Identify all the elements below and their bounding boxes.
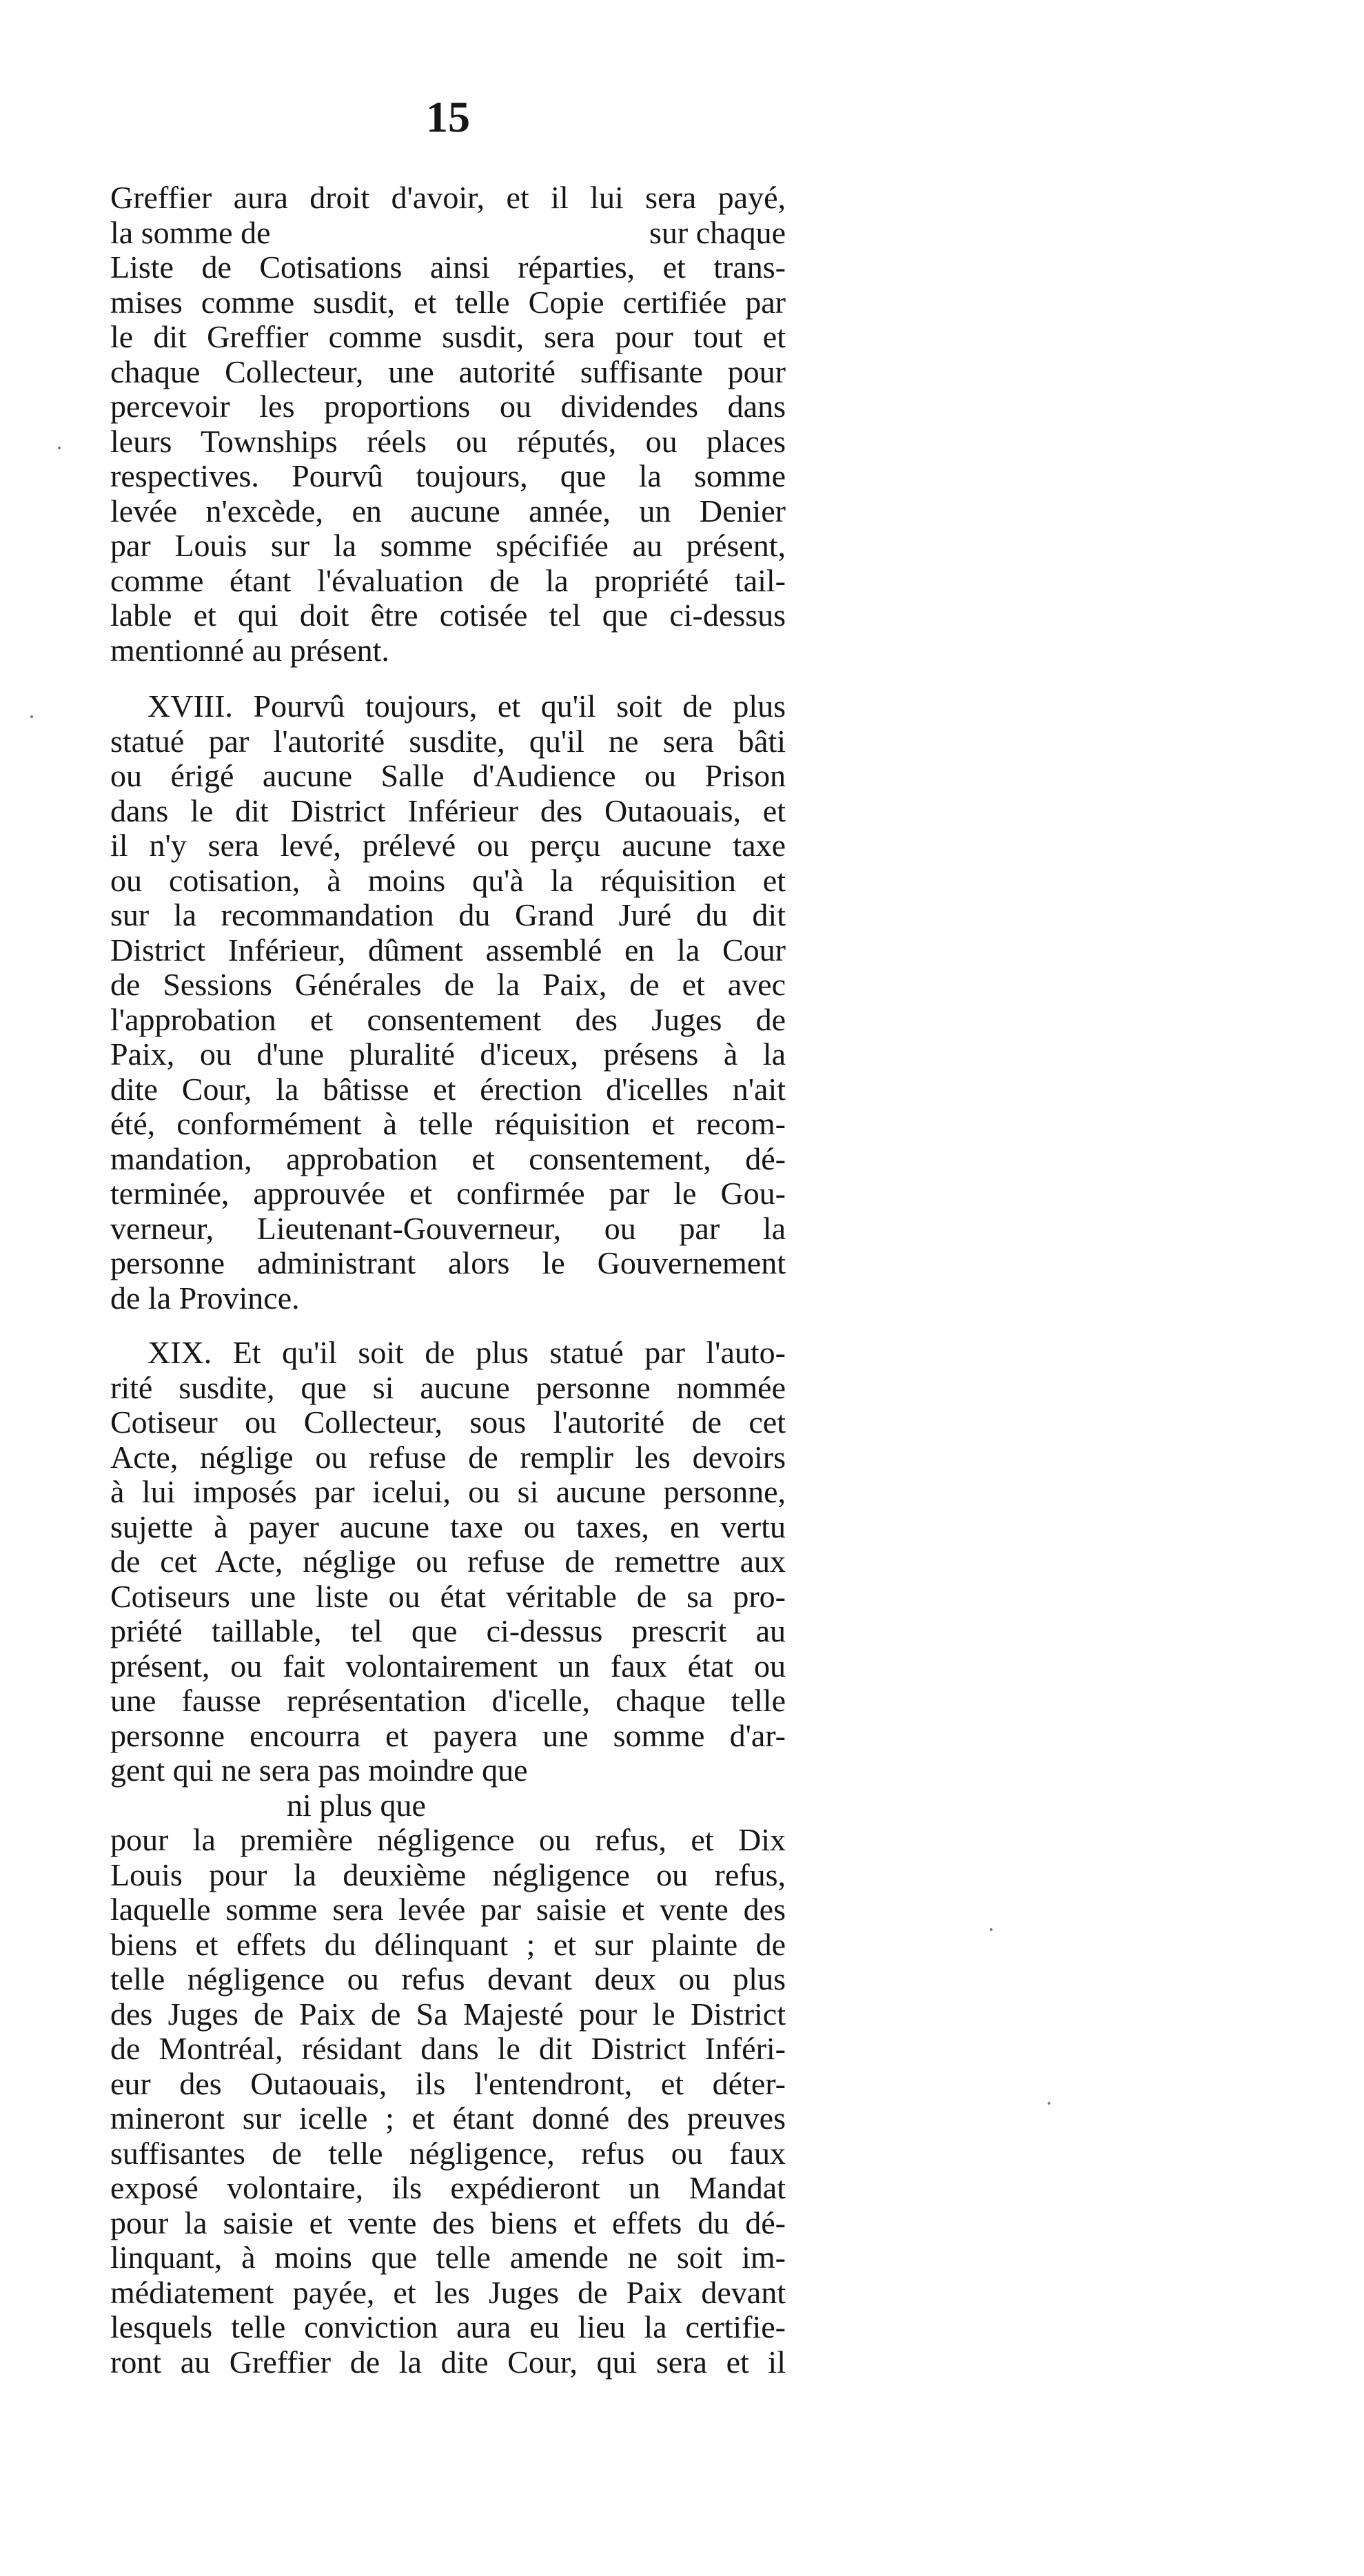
text-line	[110, 2032, 786, 2067]
text-line-part: par Louis sur la somme spécifiée au présent,	[110, 528, 786, 563]
text-line	[110, 933, 786, 968]
text-line-part: il n'y sera levé, prélevé ou perçu aucune taxe	[110, 828, 786, 863]
text-line	[110, 759, 786, 794]
text-line	[110, 2310, 786, 2345]
text-line	[110, 1037, 786, 1072]
text-line-part: mineront sur icelle ; et étant donné des preuves	[110, 2100, 786, 2136]
text-line-part: mises comme susdit, et telle Copie certifiée par	[110, 284, 786, 320]
text-line	[110, 1684, 786, 1719]
text-line-part: de la Province.	[110, 1280, 300, 1316]
text-line	[110, 968, 786, 1003]
text-line-part: ou érigé aucune Salle d'Audience ou Prison	[110, 758, 786, 793]
paragraph-section-xix	[110, 1336, 786, 2380]
text-line	[110, 1614, 786, 1649]
text-line-part: mandation, approbation et consentement, dé-	[110, 1141, 786, 1176]
text-line	[110, 459, 786, 494]
text-line-part: rité susdite, que si aucune personne nommée	[110, 1369, 786, 1405]
text-line	[110, 1440, 786, 1475]
text-line-part: Paix, ou d'une pluralité d'iceux, présens à la	[110, 1036, 786, 1072]
text-line	[110, 1580, 786, 1615]
text-line	[110, 1107, 786, 1142]
text-line-part: percevoir les proportions ou dividendes dans	[110, 389, 786, 424]
text-line-part: présent, ou fait volontairement un faux état ou	[110, 1648, 786, 1684]
text-line	[110, 389, 786, 425]
text-line-part: dite Cour, la bâtisse et érection d'icelles n'ait	[110, 1071, 786, 1107]
text-line	[110, 425, 786, 460]
text-line-part: laquelle somme sera levée par saisie et vente des	[110, 1892, 786, 1927]
text-line-part: suffisantes de telle négligence, refus ou faux	[110, 2135, 786, 2171]
text-line	[110, 828, 786, 863]
text-line-part: verneur, Lieutenant-Gouverneur, ou par la	[110, 1210, 786, 1246]
text-line	[110, 2101, 786, 2136]
text-line-part: Greffier aura droit d'avoir, et il lui sera payé,	[110, 180, 786, 215]
text-line	[110, 2171, 786, 2206]
text-line	[110, 1246, 786, 1281]
text-line-part: statué par l'autorité susdite, qu'il ne sera bâti	[110, 723, 786, 759]
text-line	[110, 1475, 786, 1510]
text-line	[110, 598, 786, 633]
text-line	[110, 1753, 786, 1788]
text-line	[110, 2240, 786, 2276]
text-line-part: respectives. Pourvû toujours, que la somme	[110, 458, 786, 493]
text-line-part: pour la première négligence ou refus, et Dix	[110, 1822, 786, 1857]
text-line	[110, 564, 786, 599]
text-line-part: dans le dit District Inférieur des Outaouais, et	[110, 793, 786, 828]
text-line-part: pour la saisie et vente des biens et effets du dé-	[110, 2205, 786, 2240]
text-line	[110, 2206, 786, 2241]
text-line-part: personne administrant alors le Gouvernement	[110, 1245, 786, 1280]
text-line-part: ni plus que	[287, 1787, 426, 1823]
scan-speck	[30, 715, 33, 718]
text-line-part: sur la recommandation du Grand Juré du dit	[110, 897, 786, 932]
text-line	[110, 1928, 786, 1963]
text-line	[110, 216, 786, 251]
text-line-part: l'approbation et consentement des Juges de	[110, 1001, 786, 1037]
text-line-part: exposé volontaire, ils expédieront un Mandat	[110, 2170, 786, 2205]
text-line	[110, 1212, 786, 1247]
text-line-part: Cotiseur ou Collecteur, sous l'autorité de cet	[110, 1404, 786, 1440]
text-line-part: Cotiseurs une liste ou état véritable de sa pro-	[110, 1578, 786, 1614]
text-line-part: de Montréal, résidant dans le dit District Inféri-	[110, 2031, 786, 2066]
text-line	[110, 794, 786, 829]
text-line-part: Louis pour la deuxième négligence ou refus,	[110, 1857, 786, 1892]
text-line-part: de cet Acte, néglige ou refuse de remettre aux	[110, 1544, 786, 1579]
text-line-part: levée n'excède, en aucune année, un Denier	[110, 493, 786, 529]
text-line-part: Liste de Cotisations ainsi réparties, et trans-	[110, 249, 786, 285]
text-line	[110, 1072, 786, 1107]
text-line	[110, 1823, 786, 1858]
text-line	[110, 1371, 786, 1406]
text-line	[110, 320, 786, 355]
text-line-part: de Sessions Générales de la Paix, de et avec	[110, 967, 786, 1002]
text-line-part: le dit Greffier comme susdit, sera pour tout et	[110, 319, 786, 354]
text-line	[110, 1176, 786, 1212]
text-line	[110, 1405, 786, 1440]
text-line-part: chaque Collecteur, une autorité suffisante pour	[110, 354, 786, 389]
text-line-part: telle négligence ou refus devant deux ou plus	[110, 1961, 786, 1996]
text-line	[110, 2345, 786, 2380]
paragraph-continuation	[110, 181, 786, 668]
text-line-part: gent qui ne sera pas moindre que	[110, 1752, 528, 1788]
text-line-part: été, conformément à telle réquisition et recom-	[110, 1106, 786, 1141]
text-line-part: comme étant l'évaluation de la propriété tail-	[110, 562, 786, 598]
text-line-part: sur chaque	[649, 214, 786, 250]
text-line-part: XVIII. Pourvû toujours, et qu'il soit de plus	[147, 688, 786, 724]
text-line-part: Acte, néglige ou refuse de remplir les devoirs	[110, 1439, 786, 1475]
text-line	[110, 689, 786, 724]
text-line-part: terminée, approuvée et confirmée par le Gou-	[110, 1176, 786, 1211]
text-line	[110, 494, 786, 529]
paragraph-section-xviii	[110, 689, 786, 1316]
text-line	[110, 1281, 786, 1316]
text-line	[110, 1719, 786, 1754]
text-line	[110, 2276, 786, 2311]
text-line	[110, 863, 786, 899]
text-line	[110, 285, 786, 320]
text-line	[110, 633, 786, 668]
text-line-part: des Juges de Paix de Sa Majesté pour le District	[110, 1996, 786, 2032]
text-line	[110, 1997, 786, 2032]
text-line	[110, 1962, 786, 1997]
scan-speck	[58, 447, 61, 449]
text-line-part: XIX. Et qu'il soit de plus statué par l'auto-	[147, 1335, 786, 1370]
text-line-part: eur des Outaouais, ils l'entendront, et déter-	[110, 2065, 786, 2101]
text-line-part: médiatement payée, et les Juges de Paix devant	[110, 2274, 786, 2310]
page-number: 15	[426, 92, 470, 141]
text-line	[110, 1544, 786, 1580]
text-line	[110, 1649, 786, 1684]
text-line	[110, 1142, 786, 1177]
text-line	[110, 1510, 786, 1545]
text-line	[110, 355, 786, 390]
text-line	[110, 1788, 786, 1823]
text-line	[110, 250, 786, 285]
text-line	[110, 2136, 786, 2171]
text-line-part: District Inférieur, dûment assemblé en la Cour	[110, 932, 786, 968]
text-line-part: la somme de	[110, 214, 271, 250]
text-line	[110, 1892, 786, 1928]
text-line	[110, 529, 786, 564]
scan-speck	[990, 1928, 993, 1931]
text-line-part: priété taillable, tel que ci-dessus prescrit au	[110, 1613, 786, 1648]
text-line	[110, 1858, 786, 1893]
text-line-part: ou cotisation, à moins qu'à la réquisition et	[110, 862, 786, 898]
text-line	[110, 724, 786, 759]
text-line-part: lesquels telle conviction aura eu lieu la certifie-	[110, 2309, 786, 2344]
text-line	[110, 898, 786, 933]
text-line-part: ront au Greffier de la dite Cour, qui sera et il	[110, 2344, 786, 2380]
text-line	[110, 1003, 786, 1038]
text-line-part: une fausse représentation d'icelle, chaque telle	[110, 1683, 786, 1718]
text-line-part: personne encourra et payera une somme d'ar-	[110, 1717, 786, 1753]
text-line-part: lable et qui doit être cotisée tel que ci-dessus	[110, 597, 786, 633]
text-line	[110, 181, 786, 216]
text-line-part: biens et effets du délinquant ; et sur plainte de	[110, 1926, 786, 1962]
scan-speck	[1048, 2102, 1050, 2105]
text-line-part: à lui imposés par icelui, ou si aucune personne,	[110, 1474, 786, 1509]
text-line	[110, 2067, 786, 2102]
text-line-part: leurs Townships réels ou réputés, ou places	[110, 423, 786, 459]
text-line-part: mentionné au présent.	[110, 632, 389, 668]
text-line-part: linquant, à moins que telle amende ne soit im-	[110, 2240, 786, 2275]
text-line-part: sujette à payer aucune taxe ou taxes, en vertu	[110, 1509, 786, 1544]
text-line	[110, 1336, 786, 1371]
